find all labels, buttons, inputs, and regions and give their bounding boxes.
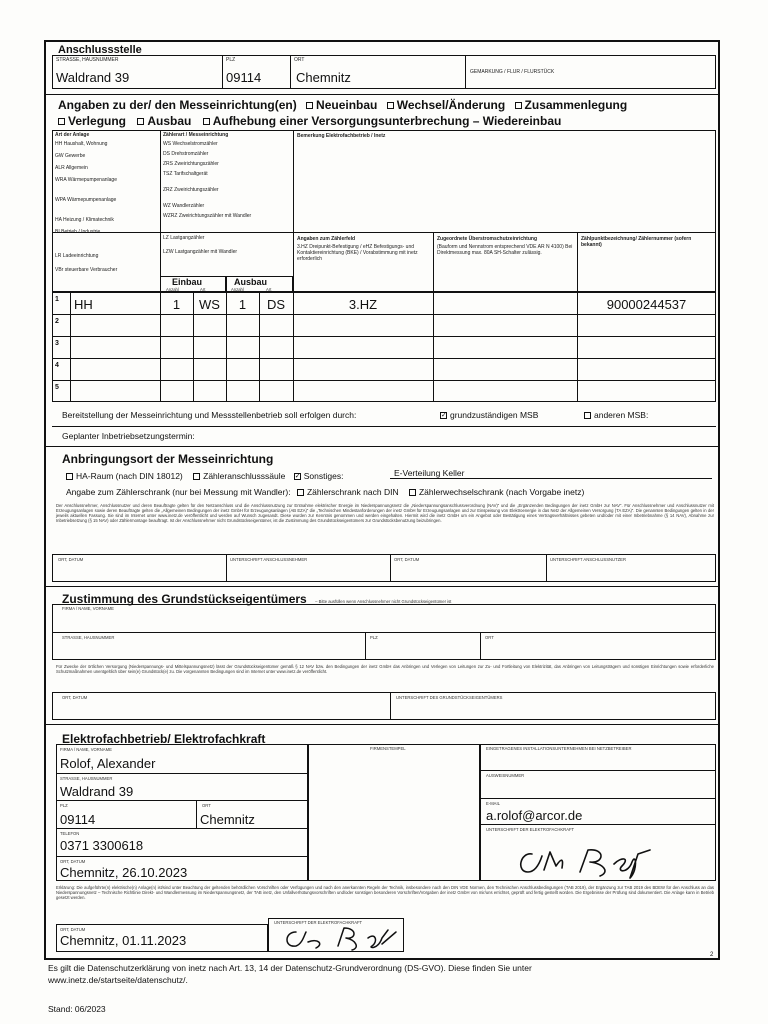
efb-name-label: FIRMA / NAME, VORNAME bbox=[60, 747, 112, 752]
sig-ort-datum-2: ORT, DATUM bbox=[394, 557, 420, 562]
checkbox-wechsel[interactable] bbox=[387, 102, 394, 109]
einbau-art-label: Art bbox=[200, 287, 206, 292]
zust-legal: Für Zwecke der örtlichen Versorgung (Niederspannungs- und Mittelspannungsnetz) lässt der Grundstückseigentümer gemäß § 12 NAV bzw. den Bedingungen der inetz GmbH das Anbringen und Verlegen von Leitungen zur Zu- und Fortleitung von Elektrizität, das Anbringen von Leitungsträgern und sonstigen Einrichtungen sowie erforderliche Schutzmaßnahmen unentgeltlich über sein(e) Grundstück(e) zu. Die vorgenannten Bedingungen sind im Internet unter www.inetz.de veröffentlicht. bbox=[56, 664, 714, 674]
ort-legal: Der Anschlussnehmer, Anschlussnutzer und deren Beauftragte gelten für den Netzanschluss und die Anschlussnutzung zur Entnahme elektrischer Energie im Niederspannungsnetz die „Niederspannungsanschlussverordnung (NAV)“ und die „Ergänzenden Bedingungen der inetz GmbH zur NAV“. Für Anschlussnehmer und Anschlussnutzer mit Erzeugungsanlagen sowie deren Beauftragte gelten die „Allgemeinen Bedingungen der inetz GmbH für Erzeugungsanlagen (AB EZA)“ die „Technischen Mindestanforderungen der inetz GmbH für Erzeugungsanlagen und zur Einspeisung von Elektroenergie in das Netz der Allgemeinen Versorgung (TA EZA)“. Die genannten Bedingungen gelten in der jeweils aktuellen Fassung. Sie sind im Internet unter www.inetz.de veröffentlicht und werden auf Wunsch zugesandt. Diese wurden zur Kenntnis genommen und werden eingehalten. Hiermit wird die inetz GmbH um ein Angebot oder Bestätigung eines Vertragsverhältnisses gebeten und/oder mit einer Inbetriebnahme (§ 14 NAV), Abnahme zur Inbetriebsetzung (§ 15 NAV) oder Zählermontage beauftragt. Ist der Anschlussnehmer nicht Grundstückseigentümer, ist die Zustimmung des Grundstückseigentümers zur Grundstücksbenutzung beizubringen. bbox=[56, 503, 714, 523]
cell-anlage[interactable]: HH bbox=[74, 297, 93, 312]
checkbox-zusammenlegung[interactable] bbox=[515, 102, 522, 109]
cell-no: 1 bbox=[55, 296, 59, 303]
opt-verlegung: Verlegung bbox=[68, 114, 127, 128]
termin-label: Geplanter Inbetriebsetzungstermin: bbox=[62, 431, 195, 441]
cell-aus-art[interactable]: DS bbox=[266, 297, 286, 312]
einbau-anzahl-label: Anzahl bbox=[166, 287, 179, 292]
cell-no: 3 bbox=[55, 340, 59, 347]
checkbox-msb-ander[interactable] bbox=[584, 412, 591, 419]
cell-no: 4 bbox=[55, 362, 59, 369]
msb-ander: anderen MSB: bbox=[584, 410, 648, 420]
efb-strasse[interactable]: Waldrand 39 bbox=[60, 784, 134, 799]
opt-zusammenlegung: Zusammenlegung bbox=[524, 98, 628, 112]
zustimmung-title: Zustimmung des Grundstückseigentümers bbox=[62, 592, 307, 606]
anschluss-title: Anschlussstelle bbox=[58, 44, 142, 56]
bemerkung-label: Bemerkung Elektrofachbetrieb / Inetz bbox=[297, 133, 386, 139]
efb-ort-label: ORT bbox=[202, 803, 211, 808]
zaehler-legend: Zählerart / Messeinrichtung WS Wechselstromzähler DS Drehstromzähler ZRS Zweirichtungszähler TSZ Tarifschaltgerät ZRZ Zweirichtungszähler WZ Wandlerzähler WZRZ Zweirichtungszähler mit Wandler LZ Lastgangzähler LZW Lastgangzähler mit Wandler bbox=[163, 132, 252, 255]
checkbox-din[interactable] bbox=[297, 489, 304, 496]
opt-ausbau: Ausbau bbox=[147, 114, 192, 128]
checkbox-neueinbau[interactable] bbox=[306, 102, 313, 109]
schrank-options: Angabe zum Zählerschrank (nur bei Messung mit Wandler): Zählerschrank nach DIN Zählerwechselschrank (nach Vorgabe inetz) bbox=[66, 487, 585, 497]
efb-plz[interactable]: 09114 bbox=[60, 812, 96, 827]
efb-sig2-label: UNTERSCHRIFT DER ELEKTROFACHKRAFT bbox=[274, 920, 363, 925]
efb-email[interactable]: a.rolof@arcor.de bbox=[486, 808, 583, 823]
checkbox-ausbau[interactable] bbox=[137, 118, 144, 125]
zaehlerfeld-info: Angaben zum Zählerfeld 3.HZ Dreipunkt-Befestigung / eHZ Befestigungs- und Kontaktiereinrichtung (BKE) / Vorabstimmung mit inetz erforderlich bbox=[297, 236, 418, 262]
efb-title: Elektrofachbetrieb/ Elektrofachkraft bbox=[62, 732, 266, 746]
page-number: 2 bbox=[710, 952, 714, 958]
ort-label: ORT bbox=[294, 57, 305, 63]
efb-ort2[interactable]: Chemnitz, 01.11.2023 bbox=[60, 933, 187, 948]
opt-neueinbau: Neueinbau bbox=[316, 98, 378, 112]
efb-telefon[interactable]: 0371 3300618 bbox=[60, 838, 144, 853]
sig-anschlussnehmer[interactable]: UNTERSCHRIFT ANSCHLUSSNEHMER bbox=[230, 557, 308, 562]
ausbau-anzahl-label: Anzahl bbox=[231, 287, 244, 292]
sig-row-2 bbox=[52, 692, 716, 720]
cell-ein-anzahl[interactable]: 1 bbox=[172, 297, 181, 312]
ort-options: HA-Raum (nach DIN 18012) Zähleranschlusssäule ✓ Sonstiges: bbox=[66, 471, 343, 481]
angaben-header-2 bbox=[58, 114, 561, 128]
cell-no: 2 bbox=[55, 318, 59, 325]
zaehlpunkt-info: Zählpunktbezeichnung/ Zählernummer (sofern bekannt) bbox=[581, 236, 692, 248]
gemarkung-label: GEMARKUNG / FLUR / FLURSTÜCK bbox=[470, 69, 555, 75]
email-label: E-MAIL bbox=[486, 801, 500, 806]
cell-ein-art[interactable]: WS bbox=[199, 297, 220, 312]
ausbau-art-label: Art bbox=[266, 287, 272, 292]
ausweis-label: AUSWEISNUMMER bbox=[486, 773, 525, 778]
efb-sig-label: UNTERSCHRIFT DER ELEKTROFACHKRAFT bbox=[486, 827, 575, 832]
checkbox-wechselschrank[interactable] bbox=[409, 489, 416, 496]
efb-name[interactable]: Rolof, Alexander bbox=[60, 756, 156, 771]
plz-value[interactable]: 09114 bbox=[226, 70, 262, 85]
efb-telefon-label: TELEFON bbox=[60, 831, 80, 836]
checkbox-msb-grund[interactable]: ✓ bbox=[441, 412, 447, 420]
efb-datum[interactable]: Chemnitz, 26.10.2023 bbox=[60, 865, 188, 880]
signature-2[interactable] bbox=[278, 922, 402, 952]
cell-nummer[interactable]: 90000244537 bbox=[606, 297, 687, 312]
opt-aufhebung: Aufhebung einer Versorgungsunterbrechung – Wiedereinbau bbox=[212, 114, 562, 128]
ausbau-header: Ausbau bbox=[234, 277, 268, 287]
stempel-box bbox=[308, 744, 480, 881]
einbau-header: Einbau bbox=[172, 277, 203, 287]
firmenstempel-label: FIRMENSTEMPEL bbox=[370, 746, 406, 751]
sig-anschlussnutzer[interactable]: UNTERSCHRIFT ANSCHLUSSNUTZER bbox=[550, 557, 627, 562]
zust-ort-label: ORT bbox=[485, 635, 494, 640]
checkbox-aufhebung[interactable] bbox=[203, 118, 210, 125]
ueberstrom-info: Zugeordnete Überstromschutzeinrichtung (Bauform und Nennstrom entsprechend VDE AR N 4100) Bei Direktmessung max. 80A SH-Schalter zulässig. bbox=[437, 236, 573, 256]
angaben-title: Angaben zu der/ den Messeinrichtung(en) bbox=[58, 98, 297, 112]
dsgvo-note: Es gilt die Datenschutzerklärung von inetz nach Art. 13, 14 der Datenschutz-Grundverordnung (DS-GVO). Diese finden Sie unter www.inetz.de/startseite/datenschutz/. bbox=[48, 963, 532, 985]
cell-feld[interactable]: 3.HZ bbox=[348, 297, 378, 312]
efb-erklaerung: Erklärung: Die aufgeführte(n) elektrische(n) Anlage(n) ist/sind unter Beachtung der geltenden behördlichen Vorschriften oder Verfügungen und nach den anerkannten Regeln der Technik, insbesondere nach den DIN VDE Normen, den Technischen Anschlussbedingungen (TAB 2019), der Ergänzung zur TAB 2019 des BDEW für den Anschluss an das Niederspannungsnetz – Technische Richtlinie Direkt- und Wandlermessung im Niederspannungsnetz, der TAB inetz, den Unfallverhütungsvorschriften und/oder sonstigen besonderen Vorschriften/Vorgaben der inetz GmbH von mir/uns errichtet, geprüft und fertig gestellt worden. Die Ergebnisse der Prüfung sind dokumentiert. Die Anlage kann in Betrieb gesetzt werden. bbox=[56, 885, 714, 900]
divider bbox=[44, 94, 720, 95]
checkbox-saeule[interactable] bbox=[193, 473, 200, 480]
checkbox-sonstiges[interactable]: ✓ bbox=[294, 473, 301, 481]
checkbox-ha-raum[interactable] bbox=[66, 473, 73, 480]
efb-ort2-label: ORT, DATUM bbox=[60, 927, 86, 932]
sig-eigentuemer[interactable]: UNTERSCHRIFT DES GRUNDSTÜCKSEIGENTÜMERS bbox=[396, 695, 503, 700]
bereitstellung-label: Bereitstellung der Messeinrichtung und Messstellenbetrieb soll erfolgen durch: bbox=[62, 410, 357, 420]
zust-plz-label: PLZ bbox=[370, 635, 378, 640]
msb-grund: ✓ grundzuständigen MSB bbox=[441, 410, 539, 420]
opt-wechsel: Wechsel/Änderung bbox=[396, 98, 506, 112]
sig-ort-datum-1: ORT, DATUM bbox=[58, 557, 84, 562]
ort-title: Anbringungsort der Messeinrichtung bbox=[62, 452, 274, 466]
eingetragen-label: EINGETRAGENES INSTALLATIONSUNTERNEHMEN BEI NETZBETREIBER bbox=[486, 746, 632, 751]
efb-plz-label: PLZ bbox=[60, 803, 68, 808]
zust-ort-datum: ORT, DATUM bbox=[62, 695, 88, 700]
zust-strasse-label: STRASSE, HAUSNUMMER bbox=[62, 635, 115, 640]
stand: Stand: 06/2023 bbox=[48, 1004, 106, 1014]
plz-label: PLZ bbox=[226, 57, 236, 63]
cell-no: 5 bbox=[55, 384, 59, 391]
zustimmung-hint: – Bitte ausfüllen wenn Anschlussnehmer nicht Grundstückseigentümer ist bbox=[315, 599, 452, 604]
sonstiges-value[interactable]: E-Verteilung Keller bbox=[394, 468, 465, 478]
efb-ort[interactable]: Chemnitz bbox=[200, 812, 255, 827]
angaben-header bbox=[58, 98, 627, 112]
signature-1[interactable] bbox=[510, 842, 660, 880]
cell-aus-anzahl[interactable]: 1 bbox=[238, 297, 247, 312]
efb-datum-label: ORT, DATUM bbox=[60, 859, 86, 864]
ort-value[interactable]: Chemnitz bbox=[296, 70, 351, 85]
checkbox-verlegung[interactable] bbox=[58, 118, 65, 125]
efb-strasse-label: STRASSE, HAUSNUMMER bbox=[60, 776, 113, 781]
anschluss-box bbox=[52, 55, 716, 89]
zust-firma-label: FIRMA / NAME, VORNAME bbox=[62, 606, 114, 611]
street-value[interactable]: Waldrand 39 bbox=[56, 70, 130, 85]
street-label: STRASSE, HAUSNUMMER bbox=[56, 57, 119, 63]
anlage-legend: Art der Anlage HH Haushalt, Wohnung GW Gewerbe ALR Allgemein WRA Wärmepumpenanlage WPA Wärmepumpenanlage HA Heizung / Klimatechnik BI Betrieb / Industrie LR Ladeeinrichtung VBr steuerbare Verbraucher bbox=[55, 132, 118, 273]
